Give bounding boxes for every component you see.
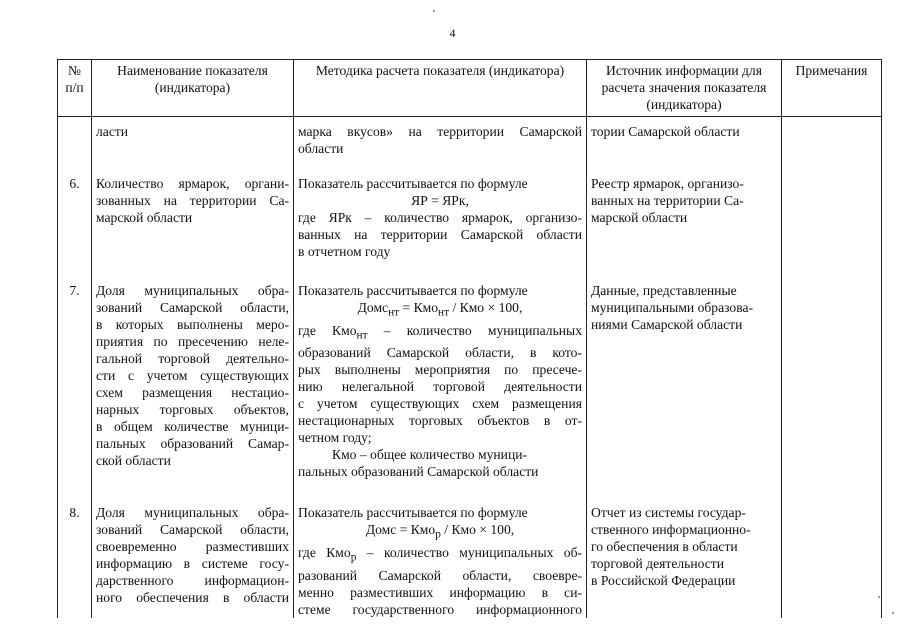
header-indicator-name: Наименование показателя (индикатора) xyxy=(92,60,294,117)
cell-source: тории Самарской области xyxy=(587,117,782,176)
cell-method: Показатель рассчитывается по формуле Домс = Кмо$_р$ / Кмо × 100, где Кмо$_р$ – количество муниципальных об- разований Самарской области, своевре- менно разместивших информацию в си- стеме государственного информационного xyxy=(294,504,587,617)
formula: Домс$_{нт}$ = Кмо$_{нт}$ / Кмо × 100, xyxy=(357,300,523,319)
scan-speck xyxy=(878,596,880,598)
cell-notes xyxy=(782,117,882,176)
header-notes: Примечания xyxy=(782,60,882,117)
cell-notes xyxy=(782,175,882,282)
cell-number: 7. xyxy=(58,282,92,504)
header-number-symbol: № xyxy=(68,63,81,78)
scan-speck xyxy=(892,612,894,614)
header-number-abbr: п/п xyxy=(65,80,84,95)
indicators-table xyxy=(57,59,882,618)
cell-source: Отчет из системы государ- ственного информационно- го обеспечения в области торговой деятельности в Российской Федерации xyxy=(587,504,782,617)
table-row xyxy=(58,504,882,617)
cell-method: Показатель рассчитывается по формуле ЯР = ЯРк, где ЯРк – количество ярмарок, организо- ванных на территории Самарской области в отчетном году xyxy=(294,175,587,282)
table-header-row xyxy=(58,60,882,117)
cell-method: марка вкусов» на территории Самарской области xyxy=(294,117,587,176)
table-row xyxy=(58,282,882,504)
header-number xyxy=(58,60,92,117)
header-source: Источник информации для расчета значения показателя (индикатора) xyxy=(587,60,782,117)
cell-indicator-name: ласти xyxy=(92,117,294,176)
page-number: 4 xyxy=(449,26,456,40)
cell-number xyxy=(58,117,92,176)
cell-notes xyxy=(782,282,882,504)
cell-number: 8. xyxy=(58,504,92,617)
cell-source: Реестр ярмарок, организо- ванных на территории Са- марской области xyxy=(587,175,782,282)
scan-speck xyxy=(433,10,435,12)
cell-source: Данные, представленные муниципальными образова- ниями Самарской области xyxy=(587,282,782,504)
cell-number: 6. xyxy=(58,175,92,282)
cell-indicator-name: Доля муниципальных обра- зований Самарской области, в которых выполнены меро- приятия по пресечению неле- гальной торговой деятельно- сти с учетом существующих схем размещения нестацио- нарных торговых объектов, в общем количестве муници- пальных образований Самар- ской области xyxy=(92,282,294,504)
table-row xyxy=(58,117,882,176)
cell-indicator-name: Доля муниципальных обра- зований Самарской области, своевременно разместивших информацию в системе госу- дарственного информацион- ного обеспечения в области xyxy=(92,504,294,617)
cell-notes xyxy=(782,504,882,617)
cell-method: Показатель рассчитывается по формуле Домс$_{нт}$ = Кмо$_{нт}$ / Кмо × 100, где Кмо$_{нт}$ – количество муниципальных образований Самарской области, в кото- рых выполнены мероприятия по пресече- нию нелегальной торговой деятельности с учетом существующих схем размещения нестационарных торговых объектов в от- четном году; Кмо – общее количество муници- пальных образований Самарской области xyxy=(294,282,587,504)
cell-indicator-name: Количество ярмарок, органи- зованных на территории Са- марской области xyxy=(92,175,294,282)
table-row xyxy=(58,175,882,282)
formula: ЯР = ЯРк, xyxy=(411,193,469,208)
formula: Домс = Кмо$_р$ / Кмо × 100, xyxy=(365,522,515,542)
header-method: Методика расчета показателя (индикатора) xyxy=(294,60,587,117)
